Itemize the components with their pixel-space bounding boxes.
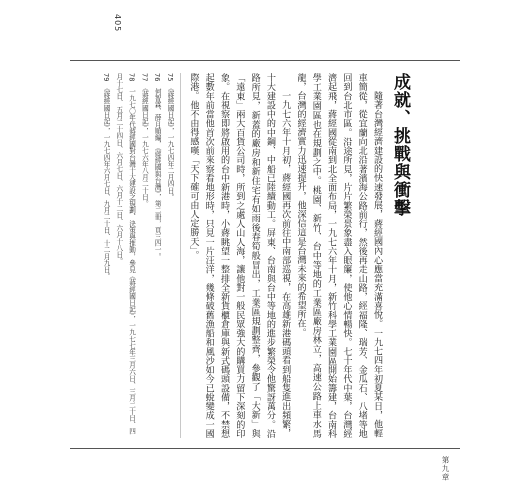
footnote: [150, 73, 163, 438]
footnote-text: 一九七〇年代蔣經國對台灣十大建設之規劃、決策與推動，參見《蔣經國日記》，一九七七年三月六日、三月二十日、四月十七日、五月二十四日、六月七日、六月十二日、六月十八日。: [114, 73, 136, 435]
footnote-number: 75: [166, 73, 174, 82]
top-rule: [70, 60, 460, 61]
footnotes: [68, 73, 176, 438]
footnote-text: 何智霖、薛月順編，《蔣經國與台灣》，第二冊，頁三四一。: [153, 88, 162, 260]
footnote: [112, 73, 138, 438]
section-title: 成就、挑戰與衝擊: [390, 73, 410, 217]
footnote-number: 78: [127, 73, 136, 82]
footnote-text: 《蔣經國日記》，一九七六年八月二十日。: [140, 88, 149, 207]
footnote-number: 76: [153, 73, 162, 82]
chapter-label: 第九章: [441, 456, 450, 482]
page-number: 405: [113, 14, 122, 33]
footnote: [138, 73, 151, 438]
footnote-text: 《蔣經國日記》，一九七四年六月七日、九月二十日、十二月九日。: [102, 88, 111, 280]
footnote: [163, 73, 176, 438]
footnote: [99, 73, 112, 438]
footnote-number: 77: [140, 73, 149, 82]
footnote-number: 79: [102, 73, 111, 82]
footnote-text: 《蔣經國日記》，一九七四年二月四日。: [166, 88, 174, 201]
body-paragraph: 一九七六年十月初，蔣經國再次前往中南部巡視，在高雄新港碼頭看到船隻進出頻繁，十大建設中的中鋼、中船已陸續動工。屏東、台南與台中等地的進步繁榮令他驚訝萬分。沿路所見，新蓋的廠房和新住宅有如雨後春筍般冒出，工業區規劃整齊，參觀了「大新」與「遠東」兩大百貨公司時，所到之處人山人海，讓他對一般民眾強大的購買力留下深刻的印象。在視察即將啟用的台中新港時，小蔣眺望一整排全新貨櫃倉庫與新式碼頭設備，不禁想起數年前當他首次前來察看地形時，只見一片汪洋，幾條破舊漁船和風沙如今已蛻變成一國際港。他不由得感嘆「天下確可由人定勝天」。: [188, 73, 291, 438]
body-paragraph: 隨著台灣經濟建設的快速發展，蔣經國內心應當充滿喜悅。一九七四年初夏某日，他輕車簡從，從宜蘭向北沿著濱海公路前行，然後再走山路，經福隆、瑞芳、金瓜石、八堵等地回到台北市區。沿途所見，片片繁榮景象盡入眼簾，使他心情暢快。七十年代中葉，台灣經濟起飛，蔣經國從南到北全面布局，一九七六年十月，新竹科學工業園區開始籌建，台南科學工業園區也在規劃之中。桃園、新竹、台中等地的工業區廠房林立，高速公路上車水馬龍，台灣的經濟實力迅速提升，他深信這是台灣未來的希望所在。: [295, 73, 382, 438]
bottom-rule: [70, 448, 460, 449]
body-text: [188, 73, 384, 438]
notes-divider: [180, 73, 181, 438]
